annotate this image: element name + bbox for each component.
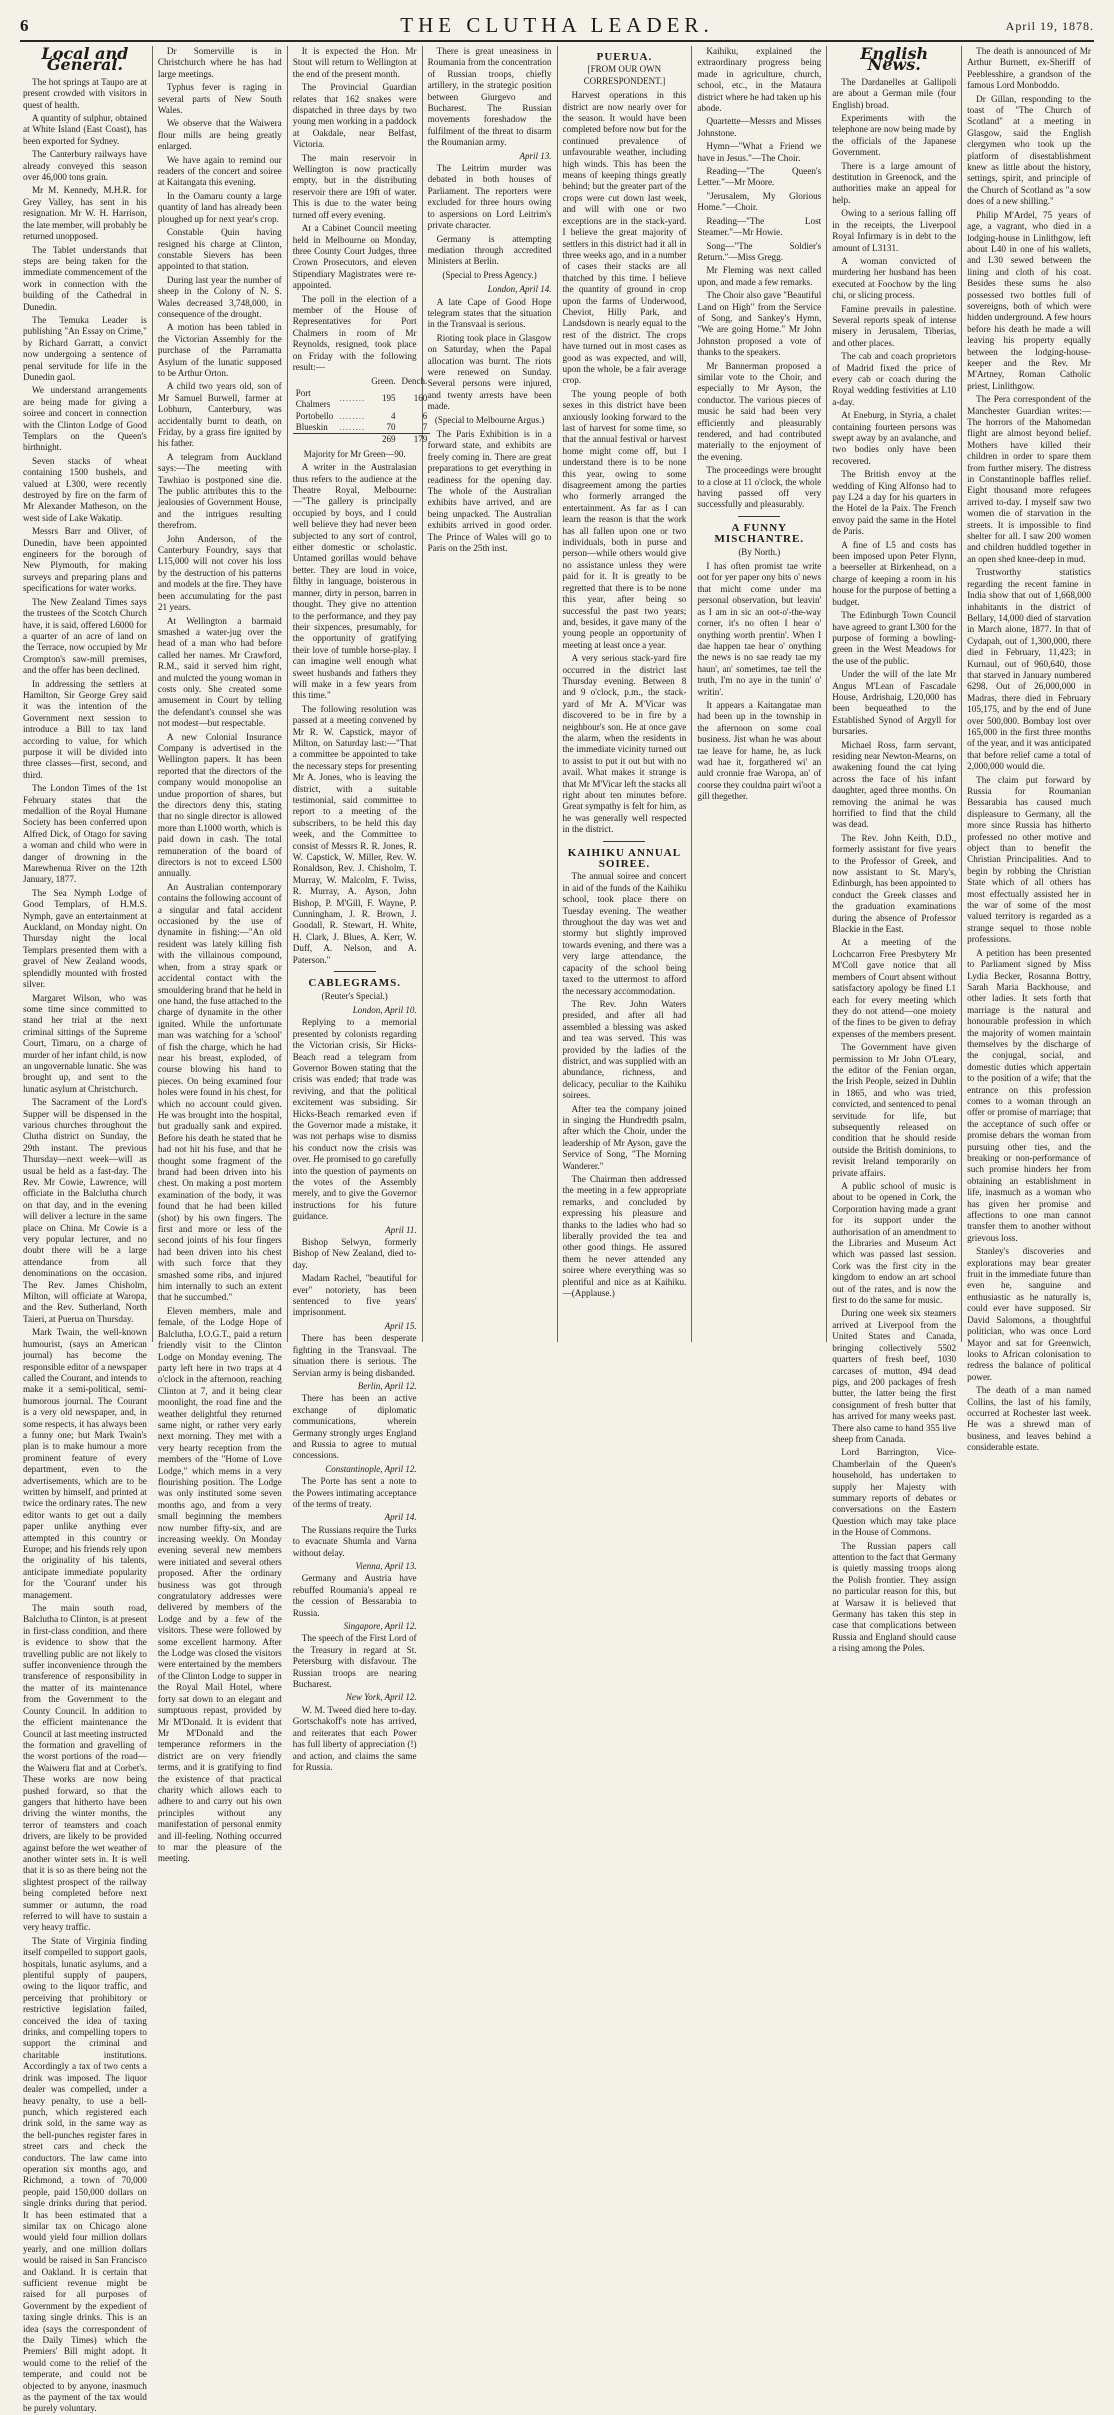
- article-paragraph: A motion has been tabled in the Victorian Assembly for the purchase of the Parramatta Asylum of the lunatic supposed to be Arthur Orton.: [157, 322, 282, 378]
- section-heading-english: English News.: [860, 44, 929, 75]
- column-english-news: [827, 44, 962, 1654]
- column-8: [962, 46, 1096, 1453]
- poll-header-green: Green.: [371, 376, 396, 387]
- article-paragraph: A public school of music is about to be opened in Cork, the Corporation having made a grant for its support under the authorisation of an amendment to the Libraries and Museum Act which was passed last session. Cork was the first city in the kingdom to endow an art school out of the rates, and is now the first to do the same for music.: [832, 1181, 957, 1306]
- dateline: April 13.: [519, 150, 552, 161]
- article-paragraph: We understand arrangements are being made for giving a soiree and concert in connection with the Clinton Lodge of Good Templars on the Queen's birthnight.: [23, 385, 147, 453]
- cablegram-text: The speech of the First Lord of the Treasury in regard at St. Petersburg with disfavour. The Russian troops are nearing Bucharest.: [292, 1633, 417, 1690]
- argus-byline: (Special to Melbourne Argus.): [434, 414, 545, 425]
- article-paragraph: Eleven members, male and female, of the Lodge Hope of Balclutha, I.O.G.T., paid a return friendly visit to the Clinton Lodge on Monday evening. The party left here in two traps at 4 o'clock in the afternoon, reaching Clinton at 7, and it being clear moonlight, the road fine and the weather delightful they returned same night, or rather very early next morning. They met with a very hearty reception from the members of the "Home of Love Lodge," which mems in a very flourishing position. The Lodge was only instituted some seven months ago, and from a very small beginning the members now number fifty-six, and are increasing weekly. On Monday evening several new members were initiated and several others proposed. After the ordinary business was got through congratulatory addresses were delivered by members of the Lodge and by a few of the visitors. These were followed by some excellent harmony. After the Lodge was closed the visitors were entertained by the members of the Clinton Lodge to supper in the Royal Mail Hotel, where forty sat down to an elegant and sumptuous repast, provided by Mr M'Donald. It is evident that Mr M'Donald and the temperance reformers in the district are on very friendly terms, and it is gratifying to find the existence of that practical charity which allows each to adhere to and carry out his own principles without any manifestation of personal enmity and ill-feeling. Nothing occurred to mar the pleasure of the meeting.: [157, 1305, 282, 1864]
- puerua-heading: PUERUA.: [596, 51, 653, 63]
- article-paragraph: The hot springs at Taupo are at present crowded with visitors in quest of health.: [23, 76, 147, 110]
- article-paragraph: Harvest operations in this district are now nearly over for the season. It would have been completed before now but for the continued prevalence of unfavourable weather, including high winds. This has been the means of keeping things greatly behind; but the greater part of the crops were cut down last week, and will with one or two exceptions are in the stack-yard. I believe the great majority of settlers in this district had it all in three weeks ago, and in a number of cases their stacks are all thatched by this time. I believe the quantity of ground in crop upon the farms of Underwood, Cheviot, Hilly Park, and Landsdown is nearly equal to the rest of the district. The crops have turned out in most cases as good as was expected, and will, upon the whole, be a fair average crop.: [562, 90, 687, 386]
- cablegram-text: There has been an active exchange of diplomatic communications, wherein Germany strongly urges England and Russia to agree to mutual concessions.: [292, 1393, 417, 1461]
- cablegram-dateline: April 14.: [384, 1512, 417, 1523]
- issue-date: April 19, 1878.: [1005, 19, 1094, 33]
- article-paragraph: The London Times of the 1st February states that the medallion of the Royal Humane Society has been conferred upon Alfred Dick, of Otago for saving a woman and child who were in danger of drowning in the Marewhenua River on the 12th January, 1877.: [23, 783, 147, 885]
- column-3: [288, 46, 428, 1772]
- article-paragraph: During one week six steamers arrived at Liverpool from the United States and Canada, bringing collectively 5502 quarters of fresh beef, 1030 carcases of mutton, 494 dead pigs, and 200 packages of fresh butter, the latter being the first consignment of fresh butter that has arrived for many weeks past. There also came to hand 355 live sheep from Canada.: [832, 1308, 957, 1444]
- article-paragraph: The Rev. John Waters presided, and after all had assembled a blessing was asked and tea was served. This was provided by the ladies of the district, and was supplied with an abundance, richness, and delicacy, peculiar to the Kaihiku soirees.: [562, 998, 687, 1101]
- cablegrams-byline: (Reuter's Special.): [321, 990, 388, 1001]
- article-paragraph: Lord Barrington, Vice-Chamberlain of the Queen's household, has undertaken to supply her Majesty with summary reports of debates or conversations on the Eastern Question which may take place in the House of Commons.: [832, 1447, 957, 1538]
- article-paragraph: The Tablet understands that steps are being taken for the immediate commencement of the work in connection with the building of the Cathedral in Dunedin.: [23, 244, 147, 312]
- kaihiku-heading: KAIHIKU ANNUAL SOIREE.: [567, 846, 682, 871]
- article-paragraph: At a meeting of the Lochcarron Free Presbytery Mr M'Coll gave notice that all members of Court absent without satisfactory apology be fined L1 each for every meeting which they do not attend—one moiety of the fines to be given to defray expenses of the members present.: [832, 937, 957, 1039]
- article-paragraph: Mr M. Kennedy, M.H.R. for Grey Valley, has sent in his resignation. Mr W. H. Harrison, the late member, will probably be returned unopposed.: [23, 185, 147, 242]
- article-paragraph: Experiments with the telephone are now being made by the officials of the Japanese Government.: [832, 113, 957, 158]
- article-paragraph: A telegram from Auckland says:—The meeting with Tawhiao is postponed sine die. The public attributes this to the jealousies of Government House, and the intrigues resulting therefrom.: [157, 451, 282, 531]
- article-paragraph: A quantity of sulphur, obtained at White Island (East Coast), has been exported for Sydney.: [23, 113, 147, 146]
- article-paragraph: The claim put forward by Russia for Roumanian Bessarabia has caused much displeasure to Germany, all the more since Russia has hitherto professed no other motive and object than to benefit the Christian Principalities. And to begin by robbing the Christian State which of all others has most effectually assisted her in the war of some of the most valued territory is regarded as a strange sequel to those noble professions.: [967, 774, 1091, 945]
- article-paragraph: The Pera correspondent of the Manchester Guardian writes:—The horrors of the Mahomedan flight are almost beyond belief. Mothers have killed their children in order to spare them from further misery. The distress in Constantinople baffles relief. Eight thousand more refugees arrived to-day. I myself saw two women die of starvation in the streets. It is impossible to find shelter for all. I saw 200 women and children huddled together in an open shed knee-deep in mud.: [967, 394, 1091, 564]
- poll-total-green: 269: [368, 434, 398, 446]
- article-paragraph: The Choir also gave "Beautiful Land on High" from the Service of Song, and Sankey's Hymn, "We are going Home." Mr John Johnston proposed a vote of thanks to the speakers.: [697, 290, 822, 358]
- cablegram-list: [293, 1005, 417, 1773]
- article-paragraph: In addressing the settlers at Hamilton, Sir George Grey said it was the intention of the Government next session to introduce a Bill to tax land according to value, for which purpose it will be divided into three classes—first, second, and third.: [23, 678, 147, 780]
- article-paragraph: It appears a Kaitangatae man had been up in the township in the afternoon on some coal business. Jist whan he was about tae leave for hame, he, as luck wad hae it, forgathered wi' an auld cronnie frae Waropa, an' of coorse they couldna pairt wi'oot a gill thegether.: [697, 699, 822, 802]
- cablegram-dateline: April 11.: [385, 1224, 417, 1235]
- english-paragraphs: [832, 77, 956, 1655]
- article-paragraph: Messrs Barr and Oliver, of Dunedin, have been appointed engineers for the borough of New Plymouth, for making surveys and preparing plans and specifications for water works.: [23, 526, 147, 594]
- article-paragraph: Trustworthy statistics regarding the recent famine in India show that out of 1,668,000 inhabitants in the district of Bellary, 14,000 died of starvation in March alone, 1877. In that of Cydapah, out of 1,300,000, there died in February, 11,423; in Kurnaul, out of 960,640, those that starved in January numbered 6298. Out of 26,000,000 in Madras, there died in February 105,175, and by the end of June over 500,000. Bombay lost over 165,000 in the first three months of the year, and it was anticipated that before relief came a total of 2,000,000 would die.: [967, 567, 1091, 772]
- article-paragraph: We observe that the Waiwera flour mills are being greatly enlarged.: [157, 118, 282, 152]
- article-paragraph: Stanley's discoveries and explorations may bear greater fruit in the immediate future than even he, sanguine and enthusiastic as he naturally is, could ever have supposed. Sir David Salomons, a thoughtful politician, who was once Lord Mayor and sat for Greenwich, looks to African colonisation to redress the balance of political power.: [967, 1246, 1091, 1382]
- article-paragraph: The British envoy at the wedding of King Alfonso had to pay L24 a day for his quarters in the Hotel de la Paix. The French envoy paid the same in the Hotel de Paris.: [832, 469, 957, 537]
- article-paragraph: Owing to a serious falling off in the receipts, the Liverpool Royal Infirmary is in debt to the amount of L3131.: [832, 208, 957, 253]
- cablegram-dateline: London, April 10.: [352, 1004, 417, 1015]
- cablegrams-heading: CABLEGRAMS.: [308, 977, 401, 990]
- article-paragraph: Rioting took place in Glasgow on Saturday, when the Papal allocation was burnt. The riots were renewed on Sunday. Several persons were injured, and twenty arrests have been made.: [427, 332, 552, 412]
- article-paragraph: The proceedings were brought to a close at 11 o'clock, the whole having passed off very successfully and pleasurably.: [697, 465, 822, 510]
- page-number: 6: [20, 16, 29, 35]
- article-paragraph: Typhus fever is raging in several parts of New South Wales.: [157, 82, 282, 116]
- poll-dench: 6: [422, 410, 428, 421]
- dateline: London, April 14.: [487, 284, 552, 295]
- article-paragraph: The Canterbury railways have already conveyed this season over 46,000 tons grain.: [23, 149, 147, 183]
- press-agency-byline: (Special to Press Agency.): [442, 269, 537, 280]
- article-paragraph: The Russian papers call attention to the fact that Germany is quietly massing troops along the Polish frontier. They assign no particular reason for this, but at Warsaw it is believed that Germany has taken this step in case that complications between Russia and England should cause a rising among the Poles.: [832, 1540, 957, 1654]
- local-paragraphs: [23, 77, 147, 2415]
- article-paragraph: The Government have given permission to Mr John O'Leary, the editor of the Fenian organ, the Irish People, seized in Dublin in 1865, and who was tried, convicted, and sentenced to penal servitude for life, but subsequently released on condition that he should reside outside the British dominions, to revisit Ireland temporarily on private affairs.: [832, 1042, 957, 1178]
- article-paragraph: During last year the number of sheep in the Colony of N. S. Wales decreased 3,748,000, in consequence of the drought.: [157, 274, 282, 319]
- mischantre-byline: (By North.): [738, 546, 781, 557]
- cablegram-dateline: Singapore, April 12.: [343, 1621, 417, 1632]
- article-paragraph: The following resolution was passed at a meeting convened by Mr R. W. Capstick, mayor of Milton, on Saturday last:—"That a committee be appointed to take the necessary steps for presenting Mr A. Jones, who is leaving the district, with a suitable testimonial, said committee to report to a meeting of the subscribers, to be held this day week, and the Committee to consist of Messrs R. R. Jones, R. W. Capstick, W. Miller, Rev. W. Ronaldson, Rev. J. Chisholm, T. Murray, W. Malcolm, F. Twiss, R. Murray, A. Ayson, John Bishop, P. M'Gill, F. Wayne, P. Cunningham, J. R. Brown, J. Goodall, R. Stewart, H. White, H. Clark, J. Blues, A. Kerr, W. Duff, A. Nelson, and A. Paterson.": [292, 703, 417, 965]
- article-paragraph: A new Colonial Insurance Company is advertised in the Wellington papers. It has been reported that the directors of the company would monopolise an undue proportion of shares, but the directors deny this, stating that no single director is allowed more than L1000 worth, which is paid down in cash. The total remuneration of the board of directors is not to exceed L500 annually.: [157, 731, 282, 879]
- article-paragraph: Michael Ross, farm servant, residing near Newton-Mearns, on awakening found the cat lying across the face of his infant daughter, aged three months. On removing the animal he was horrified to find that the child was dead.: [832, 739, 957, 830]
- article-paragraph: The Sacrament of the Lord's Supper will be dispensed in the various churches throughout the Clutha district on Sunday, the 29th instant. The previous Thursday—next week—will as usual be held as a fast-day. The Rev. Mr Cowie, Lawrence, will officiate in the Balclutha church on that day, and in the evening will deliver a lecture in the same place on China. Mr Cowie is a very popular lecturer, and no doubt there will be a large attendance from all denominations on the occasion. The Rev. James Chisholm, Milton, will officiate at Waropa, and the Rev. Sutherland, North Taieri, at Puerua on Thursday.: [23, 1097, 147, 1324]
- poll-total-row: [293, 434, 431, 446]
- article-paragraph: Germany is attempting mediation through accredited Ministers at Berlin.: [427, 233, 552, 267]
- article-paragraph: John Anderson, of the Canterbury Foundry, says that L15,000 will not cover his loss by the destruction of his patterns and models at the fire. They have been accumulating for the past 21 years.: [157, 533, 282, 613]
- article-paragraph: The cab and coach proprietors of Madrid fixed the price of every cab or coach during the Royal wedding festivities at L10 a-day.: [832, 351, 957, 407]
- col2-paragraphs: [158, 46, 282, 1865]
- poll-green: 70: [386, 422, 396, 432]
- article-paragraph: "Jerusalem, My Glorious Home."—Choir.: [697, 190, 822, 213]
- article-paragraph: A late Cape of Good Hope telegram states that the situation in the Transvaal is serious.: [427, 296, 552, 330]
- article-paragraph: Famine prevails in palestine. Several reports speak of intense misery in Jerusalem, Tiberias, and other places.: [832, 303, 957, 348]
- divider: [603, 841, 645, 842]
- article-paragraph: A fine of L5 and costs has been imposed upon Peter Flynn, a beerseller at Birkenhead, on a charge of keeping a room in his house for the purpose of betting a budget.: [832, 539, 957, 607]
- cablegram-text: There has been desperate fighting in the Transvaal. The situation there is serious. The Servian army is being disbanded.: [292, 1333, 417, 1378]
- article-paragraph: There is great uneasiness in Roumania from the concentration of Russian troops, chiefly artillery, in the strategic position between Giurgevo and Bucharest. The Russian movements foreshadow the fulfilment of the threat to disarm the Roumanian army.: [427, 46, 552, 148]
- article-paragraph: The poll in the election of a member of the House of Representatives for Port Chalmers in room of Mr Reynolds, resigned, took place on Friday with the following result:—: [292, 293, 417, 372]
- poll-row: Portobello ........ 4 6: [293, 411, 431, 422]
- cablegram-text: Germany and Austria have rebuffed Roumania's appeal re the cession of Bessarabia to Russia.: [292, 1573, 417, 1618]
- article-paragraph: A child two years old, son of Mr Samuel Burwell, farmer at Lobhurn, Canterbury, was accidentally burnt to death, on Friday, by a grass fire ignited by his father.: [157, 381, 282, 449]
- article-paragraph: The Paris Exhibition is in a forward state, and exhibits are freely coming in. There are great preparations to get everything in readiness for the opening day. The whole of the Australian exhibits have arrived, and are being unpacked. The Australian exhibits arrived in good order. The Prince of Wales will go to Paris on the 25th inst.: [427, 429, 552, 554]
- poll-results-table: [293, 376, 431, 445]
- article-paragraph: Mr Fleming was next called upon, and made a few remarks.: [697, 265, 822, 287]
- article-paragraph: A writer in the Australasian thus refers to the audience at the Theatre Royal, Melbourne:—"The gallery is principally occupied by boys, and I could well believe they had never been subjected to any sort of control, either domestic or scholastic. Untamed gorillas would behave better. They are loud in voice, filthy in language, boisterous in manner, dirty in person, barren in thought. They give no attention to the performance, and they pay their sixpences, presumably, for the opportunity of gratifying their love of tumble horse-play. I can imagine well enough what sweet husbands and fathers they will make in a few years from this time.": [292, 462, 417, 701]
- cablegram-text: Replying to a memorial presented by colonists regarding the Victorian crisis, Sir Hicks-Beach read a telegram from Governor Bowen stating that the crisis was ended; that trade was reviving, and that the political excitement was subsiding. Sir Hicks-Beach remarked even if the Governor made a mistake, it was not perhaps wise to dismiss his conduct now the crisis was over. He promised to go carefully into the question of payments on the votes of the Assembly merely, and to give the Governor instructions for his future guidance.: [292, 1017, 417, 1222]
- article-paragraph: Dr Somerville is in Christchurch where he has had large meetings.: [157, 46, 282, 79]
- columns: [18, 44, 1096, 2414]
- puerua-byline: [FROM OUR OWN CORRESPONDENT.]: [583, 64, 666, 86]
- article-paragraph: The main south road, Balclutha to Clinton, is at present in first-class condition, and there is evidence to show that the travelling public are not likely to suffer inconvenience through the transference of responsibility in the matter of its maintenance from the Government to the County Council. In addition to the efficient maintenance the Council at last meeting instructed the formation and gravelling of the worst portions of the road—the Waiwera flat and at Corbet's. These works are now being pushed forward, so that the gangers that hitherto have been driving the winter months, the terror of teamsters and coach drivers, are likely to be provided against before the wet weather of another winter sets in. It is well that it is so as there being not the slightest prospect of the railway being completed before next summer or autumn, the road referred to will have to sustain a very heavy traffic.: [23, 1603, 147, 1933]
- article-paragraph: Kaihiku, explained the extraordinary progress being made in agriculture, church, school, etc., in the Mataura district where he had taken up his abode.: [697, 46, 822, 114]
- column-4: [423, 46, 558, 1342]
- article-paragraph: The New Zealand Times says the trustees of the Scotch Church have, it is said, offered L6000 for a quarter of an acre of land on the Terrace, now occupied by Mr Crompton's saw-mill premises, and the offer has been declined.: [23, 596, 147, 676]
- column-5: [558, 46, 693, 1342]
- cablegram-text: The Russians require the Turks to evacuate Shumla and Varna without delay.: [292, 1524, 417, 1558]
- article-paragraph: At a Cabinet Council meeting held in Melbourne on Monday, three County Court Judges, three Crown Prosecutors, and eleven Stipendiary Magistrates were re-appointed.: [292, 223, 417, 291]
- cablegram-text: The Porte has sent a note to the Powers intimating acceptance of the terms of treaty.: [292, 1476, 417, 1509]
- poll-place: Portobello: [295, 410, 334, 421]
- article-paragraph: The Provincial Guardian relates that 162 snakes were dispatched in three days by two young men working in a paddock at Oakdale, near Belfast, Victoria.: [292, 82, 417, 150]
- poll-dench: 160: [413, 393, 428, 404]
- article-paragraph: The Dardanelles at Gallipoli are about a German mile (four English) broad.: [832, 76, 957, 110]
- mischantre-heading: A FUNNY MISCHANTRE.: [714, 521, 805, 546]
- article-paragraph: At Eneburg, in Styria, a chalet containing fourteen persons was swept away by an avalanche, and two bodies only have been recovered.: [832, 410, 957, 466]
- poll-place: Blueskin: [295, 422, 328, 432]
- article-paragraph: The Edinburgh Town Council have agreed to grant L300 for the purpose of forming a bowling-green in the West Meadows for the use of the public.: [832, 610, 957, 666]
- cablegram-dateline: New York, April 12.: [345, 1692, 417, 1703]
- article-paragraph: The State of Virginia finding itself compelled to support gaols, hospitals, lunatic asylums, and a plentiful supply of paupers, owing to the liquor traffic, and perceiving that prohibitory or restrictive legislation failed, conceived the idea of taxing drinks, and compelling topers to support the criminal and charitable institutions. Accordingly a tax of two cents a drink was imposed. The liquor dealer was compelled, under a heavy penalty, to use a bell-punch, which registered each drink sold, in the same way as the bell-punches register fares in street cars and check the conductors. The law came into operation six months ago, and Richmond, a town of 70,000 people, paid 150,000 dollars on single drinks during that period. It has been estimated that a similar tax on Chicago alone would yield four million dollars yearly, and one million dollars would be raised in San Francisco and Oakland. It is certain that sufficient revenue might be raised for all purposes of Government by the expedient of taxing single drinks. This is an idea (says the correspondent of the Daily Times) which the Premiers' Bill might adopt. It would come to the relief of the temperate, and could not be objected to by anyone, inasmuch as the payment of the tax would be purely voluntary.: [23, 1935, 147, 2414]
- col8-paragraphs: [967, 46, 1091, 1454]
- poll-majority: Majority for Mr Green—90.: [303, 448, 406, 459]
- article-paragraph: The Temuka Leader is publishing "An Essay on Crime," by Richard Garratt, a convict now undergoing a sentence of penal servitude for life in the Dunedin gaol.: [23, 314, 147, 382]
- article-paragraph: A very serious stack-yard fire occurred in the district last Thursday evening. Between 8 and 9 o'clock, p.m., the stack-yard of Mr A. M'Vicar was discovered to be in fire by a neighbour's son. He at once gave the alarm, when the residents in the immediate vicinity turned out to assist to put it out but with no avail. What makes it strange is that Mr M'Vicar left the stacks all right about ten minutes before. Great sympathy is felt for him, as he was generally well respected in the district.: [562, 653, 687, 835]
- article-paragraph: Under the will of the late Mr Angus M'Lean of Fascadale House, Ardrishaig, L20,000 has been bequeathed to the Established Synod of Argyll for bursaries.: [832, 669, 957, 737]
- cablegram-text: Bishop Selwyn, formerly Bishop of New Zealand, died to-day.: [292, 1237, 417, 1270]
- article-paragraph: The Sea Nymph Lodge of Good Templars, of H.M.S. Nymph, gave an entertainment at Auckland, on Monday night. On Thursday night the local Templars presented them with a gravel of New Zealand woods, splendidly mounted with frosted silver.: [23, 887, 147, 990]
- cablegram-text: Madam Rachel, "beautiful for ever" notoriety, has been sentenced to five years' imprisonment.: [292, 1273, 417, 1318]
- column-6: [692, 46, 827, 1342]
- article-paragraph: Dr Gillan, responding to the toast of "The Church of Scotland" at a meeting in Glasgow, said the English clergymen who took up the platform of disestablishment knew as little about the history, settings, spirit, and principle of the Church of Scotland as "a sow does of a new shilling.": [967, 93, 1091, 207]
- masthead: [20, 10, 1094, 42]
- divider: [738, 516, 780, 517]
- poll-dench: 7: [422, 422, 428, 432]
- poll-place: Port Chalmers: [295, 387, 331, 410]
- article-paragraph: Margaret Wilson, who was some time since committed to stand her trial at the next criminal sittings of the Supreme Court, Timaru, on a charge of murder of her infant child, is now an ungovernable lunatic. She was brought up, and sent to the lunatic asylum at Christchurch.: [23, 992, 147, 1094]
- poll-green: 195: [382, 393, 396, 404]
- cablegram-dateline: Berlin, April 12.: [357, 1380, 417, 1391]
- article-paragraph: There is a large amount of destitution in Greenock, and the authorities make an appeal for help.: [832, 160, 957, 205]
- article-paragraph: The Rev. John Keith, D.D., formerly assistant for five years to the Professor of Greek, and now assistant to St. Mary's, Edinburgh, has been appointed to conduct the Greek classes and the graduation examinations during the absence of Professor Blackie in the East.: [832, 832, 957, 935]
- article-paragraph: Reading—"The Lost Steamer."—Mr Howie.: [697, 215, 822, 238]
- article-paragraph: Song—"The Soldier's Return."—Miss Gregg.: [697, 240, 822, 262]
- article-paragraph: The annual soiree and concert in aid of the funds of the Kaihiku school, took place there on Tuesday evening. The weather throughout the day was wet and stormy but slightly improved towards evening, and there was a very large attendance, the capacity of the school being taxed to the uttermost to afford the necessary accommodation.: [562, 871, 687, 996]
- article-paragraph: Constable Quin having resigned his charge at Clinton, constable Sievers has been appointed to that station.: [157, 227, 282, 272]
- article-paragraph: Mark Twain, the well-known humourist, (says an American journal) has become the responsible editor of a newspaper called the Courant, and intends to make it a semi-political, semi-humorous journal. The Courant is a very old newspaper, and, in some respects, it has always been a funny one; but Mark Twain's plan is to make humour a more prominent feature of every department, even to the advertisements, which are to be written by himself, and printed at twice the ordinary rates. The new editor wants to get out a daily paper unlike anything ever attempted in this country or Europe; and his friends rely upon the originality of his talents, anticipate immediate popularity for the 'Courant' under his management.: [23, 1327, 147, 1600]
- divider: [334, 971, 376, 972]
- newspaper-title: THE CLUTHA LEADER.: [400, 13, 714, 37]
- section-heading-local: Local and General.: [41, 44, 129, 75]
- poll-row: Blueskin ........ 70 7: [293, 422, 431, 434]
- article-paragraph: At Wellington a barmaid smashed a water-jug over the head of a man who had before called her names. Mr Crawford, R.M., said it served him right, and mulcted the young woman in costs only. She created some amusement in Court by telling the defendant's counsel she was not modest—but respectable.: [157, 615, 282, 729]
- article-paragraph: After tea the company joined in singing the Hundredth psalm, after which the Choir, under the leadership of Mr Ayson, gave the Service of Song, "The Morning Wanderer.": [562, 1103, 687, 1171]
- cablegram-dateline: Vienna, April 13.: [355, 1561, 417, 1571]
- poll-total-dench: 179: [399, 434, 431, 446]
- poll-row: Port Chalmers ........ 195 160: [293, 388, 431, 411]
- article-paragraph: Seven stacks of wheat containing 1500 bushels, and valued at L300, were recently destroyed by fire on the farm of Mr Alexander Matheson, on the west side of Lake Wakatip.: [23, 455, 147, 523]
- column-2: [153, 46, 288, 1864]
- article-paragraph: An Australian contemporary contains the following account of a singular and fatal accident occasioned by the use of dynamite in fishing:—"An old resident was lately killing fish with the villainous compound, when, from a stray spark or accidental contact with the smouldering brand that he held in one hand, the fuse attached to the charge of dynamite in the other ignited. While the unfortunate man was watching for a 'school' of fish the charge, which he had near his breast, exploded, of course blowing his hand to pieces. On being examined four holes were found in his chest, for which no account could given. He was brought into the hospital, but gradually sank and expired. Before his death he stated that he had not hit his fuse, and that he thought some fragment of the brand had been driven into his chest. On making a post mortem examination of the body, it was found that he had been killed (shot) by his own fingers. The first and more or less of the second joints of his four fingers had been driven into his chest with such force that they smashed some ribs, and injured him internally to such an extent that he succumbed.": [157, 881, 282, 1303]
- article-paragraph: Quartette—Messrs and Misses Johnstone.: [697, 116, 822, 138]
- article-paragraph: The death is announced of Mr Arthur Burnett, ex-Sheriff of Peeblesshire, a grandson of the famous Lord Monboddo.: [967, 46, 1091, 91]
- article-paragraph: We have again to remind our readers of the concert and soiree at Kaitangata this evening.: [157, 154, 282, 188]
- column-local-and-general: [18, 44, 153, 2414]
- article-paragraph: Reading—"The Queen's Letter."—Mr Moore.: [697, 166, 822, 188]
- poll-header-row: [293, 376, 431, 387]
- article-paragraph: The Leitrim murder was debated in both houses of Parliament. The reporters were excluded for three hours owing to aspersions on Lord Leitrim's private character.: [427, 163, 552, 231]
- cablegram-text: W. M. Tweed died here to-day. Gortschakoff's note has arrived, and reiterates that each Power has full liberty of appreciation (!) and action, and claims the same for Russia.: [292, 1704, 417, 1772]
- cablegram-dateline: Constantinople, April 12.: [325, 1463, 417, 1474]
- article-paragraph: The death of a man named Collins, the last of his family, occurred at Rochester last week. He was a shrewd man of business, and leaves behind a considerable estate.: [967, 1385, 1091, 1453]
- cablegram-dateline: April 15.: [384, 1320, 417, 1331]
- article-paragraph: I has often promist tae write oot for yer paper ony bits o' news that micht come under ma personal observation, but leavin' as I am in sic an oot-o'-the-way corner, it's no often I hear o' onything worth prentin'. When I dae happen tae hear o' onything the news is no sae ready tae my haun', an' sometimes, tae tell the truth, I'm no aye in the tunin' o' writin'.: [697, 561, 822, 697]
- article-paragraph: A woman convicted of murdering her husband has been executed at Foochow by the ling chi, or slicing process.: [832, 255, 957, 301]
- article-paragraph: In the Oamaru county a large quantity of land has already been ploughed up for next year's crop.: [157, 190, 282, 224]
- article-paragraph: The main reservoir in Wellington is now practically empty, but in the distributing reservoir there are 19ft of water. This is due to the water being turned off every evening.: [292, 152, 417, 220]
- article-paragraph: Hymn—"What a Friend we have in Jesus."—The Choir.: [697, 141, 822, 163]
- article-paragraph: The young people of both sexes in this district have been anxiously looking forward to the last of harvest for some time, so that the annual festival or harvest home might come off, but I understand there is to be none this year, owing to some disagreement among the parties who formerly arranged the entertainment. As far as I can learn the reason is that the work has all fallen upon one or two individuals, both in purse and person—while others would give no assistance unless they were paid for it. It is greatly to be regretted that there is to be none this year, after being so successful the past two years; and, besides, it gave many of the young people an opportunity of meeting at least once a year.: [562, 388, 687, 650]
- article-paragraph: The Chairman then addressed the meeting in a few appropriate remarks, and concluded by expressing his pleasure and thanks to the ladies who had so liberally provided the tea and other good things. He assured them he never attended any soiree where everything was so plentiful and nice as at Kaihiku.—(Applause.): [562, 1174, 687, 1299]
- article-paragraph: Philip M'Ardel, 75 years of age, a vagrant, who died in a lodging-house in Linlithgow, left about L40 in one of his wallets, and L30 sewed between the lining and cloth of his coat. Besides these sums he also possessed two bottles full of sovereigns, both of which were hidden underground. A few hours before his death he made a will leaving his property equally between the lodging-house-keeper and the Rev. Mr M'Artney, Roman Catholic priest, Linlithgow.: [967, 209, 1091, 391]
- article-paragraph: It is expected the Hon. Mr Stout will return to Wellington at the end of the present month.: [292, 46, 417, 79]
- article-paragraph: Mr Bannerman proposed a similar vote to the Choir, and especially to Mr Ayson, the conductor. The various pieces of music he said had been very efficiently and pleasurably rendered, and had contributed materially to the enjoyment of the evening.: [697, 360, 822, 462]
- article-paragraph: A petition has been presented to Parliament signed by Miss Lydia Becker, Rosanna Bottry, Sarah Maria Backhouse, and other ladies. It sets forth that marriage is the natural and honourable profession in which the majority of women maintain themselves by the discharge of the conjugal, social, and domestic duties which appertain to the position of a wife; that the entrance on this profession comes to a woman through an offer or promise of marriage; that the acceptance of such offer or promise debars the woman from pursuing other ties, and the breaking or non-performance of such promise hinders her from obtaining an establishment in life, inasmuch as a woman who has given her promise and affections to one man cannot transfer them to another without grievous loss.: [967, 947, 1091, 1243]
- poll-green: 4: [391, 410, 396, 421]
- poll-header-dench: Dench.: [401, 376, 428, 387]
